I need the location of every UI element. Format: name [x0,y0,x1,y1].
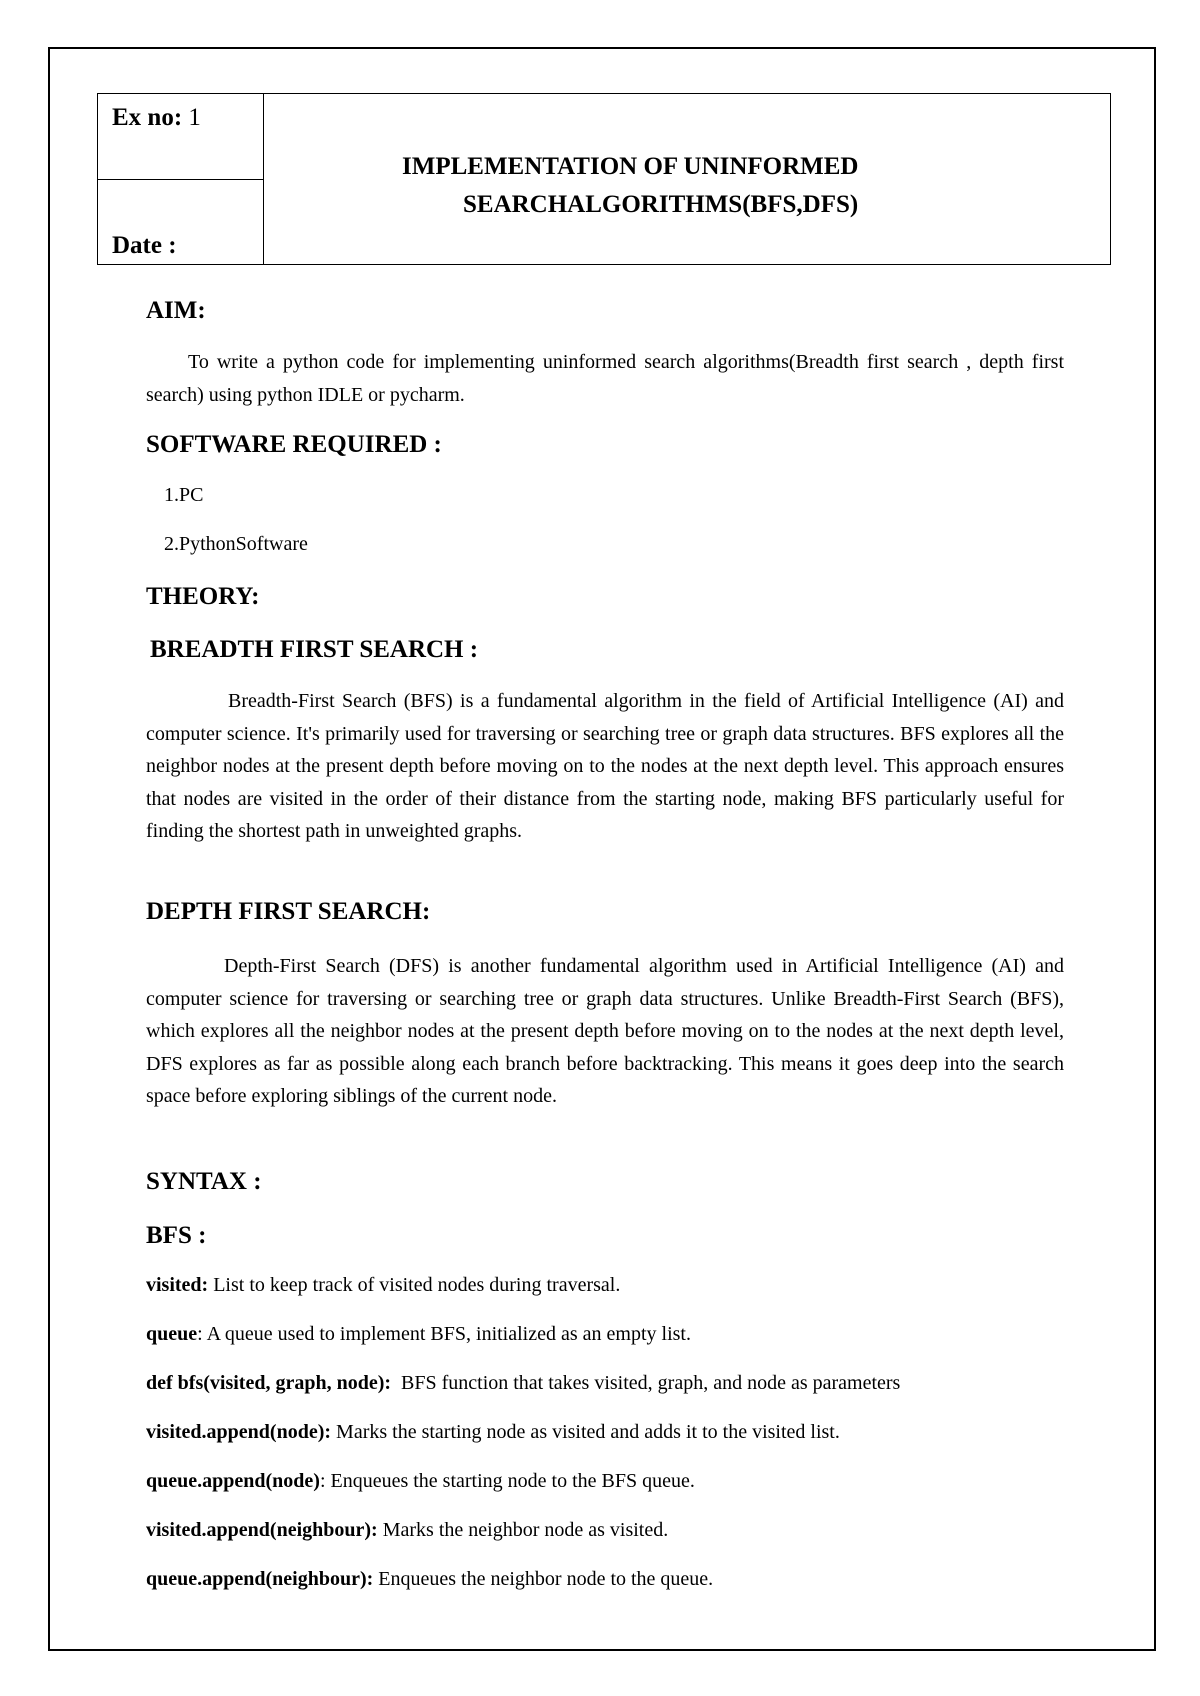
bfs-syntax-heading: BFS : [146,1222,207,1249]
page-border [48,47,1156,1651]
syntax-term: visited.append(neighbour): [146,1519,378,1541]
syntax-desc: List to keep track of visited nodes during traversal. [208,1274,621,1296]
syntax-desc: Marks the starting node as visited and adds it to the visited list. [331,1421,840,1443]
header-left-cell [98,94,264,264]
syntax-line [146,1323,1064,1346]
syntax-term: queue.append(node) [146,1470,320,1492]
syntax-desc: BFS function that takes visited, graph, and node as parameters [391,1372,901,1394]
syntax-line [146,1470,1064,1493]
exercise-number [112,104,201,132]
date-label: Date : [112,232,177,259]
header-divider [98,179,264,180]
syntax-desc: Marks the neighbor node as visited. [377,1519,669,1541]
syntax-term: queue.append(neighbour): [146,1568,374,1590]
software-item: 1.PC [164,484,204,506]
exno-label: Ex no: [112,104,183,131]
aim-paragraph: To write a python code for implementing uninformed search algorithms(Breadth first search , depth first search) using python IDLE or pycharm. [146,351,1064,406]
exno-value: 1 [188,104,201,131]
syntax-desc: : Enqueues the starting node to the BFS queue. [319,1470,695,1492]
syntax-line [146,1274,1064,1297]
theory-heading: THEORY: [146,583,260,610]
bfs-paragraph: Breadth-First Search (BFS) is a fundamental algorithm in the field of Artificial Intelligence (AI) and computer science. It's primarily used for traversing or searching tree or graph data structures. BFS explores all the neighbor nodes at the present depth before moving on to the nodes at the next depth level. This approach ensures that nodes are visited in the order of their distance from the starting node, making BFS particularly useful for finding the shortest path in unweighted graphs. [146,690,1064,842]
aim-heading: AIM: [146,297,206,324]
dfs-paragraph: Depth-First Search (DFS) is another fundamental algorithm used in Artificial Intelligence (AI) and computer science for traversing or searching tree or graph data structures. Unlike Breadth-First Search (BFS), which explores all the neighbor nodes at the present depth before moving on to the nodes at the next depth level, DFS explores as far as possible along each branch before backtracking. This means it goes deep into the search space before exploring siblings of the current node. [146,955,1064,1107]
software-heading: SOFTWARE REQUIRED : [146,431,442,458]
syntax-heading: SYNTAX : [146,1168,262,1195]
bfs-theory-text [146,685,1064,848]
title-line-1: IMPLEMENTATION OF UNINFORMED [402,153,859,180]
syntax-line [146,1421,1064,1444]
title-line-2: SEARCHALGORITHMS(BFS,DFS) [463,191,859,218]
syntax-term: def bfs(visited, graph, node): [146,1372,392,1394]
bfs-theory-heading: BREADTH FIRST SEARCH : [150,636,479,663]
syntax-line [146,1372,1064,1395]
dfs-theory-text [146,950,1064,1113]
dfs-theory-heading: DEPTH FIRST SEARCH: [146,898,431,925]
syntax-line [146,1568,1064,1591]
header-table [97,93,1111,265]
syntax-desc: : A queue used to implement BFS, initialized as an empty list. [197,1323,691,1345]
aim-text [146,346,1064,411]
syntax-term: queue [146,1323,198,1345]
syntax-term: visited.append(node): [146,1421,332,1443]
syntax-line [146,1519,1064,1542]
syntax-term: visited: [146,1274,209,1296]
syntax-desc: Enqueues the neighbor node to the queue. [373,1568,714,1590]
software-item: 2.PythonSoftware [164,533,308,555]
